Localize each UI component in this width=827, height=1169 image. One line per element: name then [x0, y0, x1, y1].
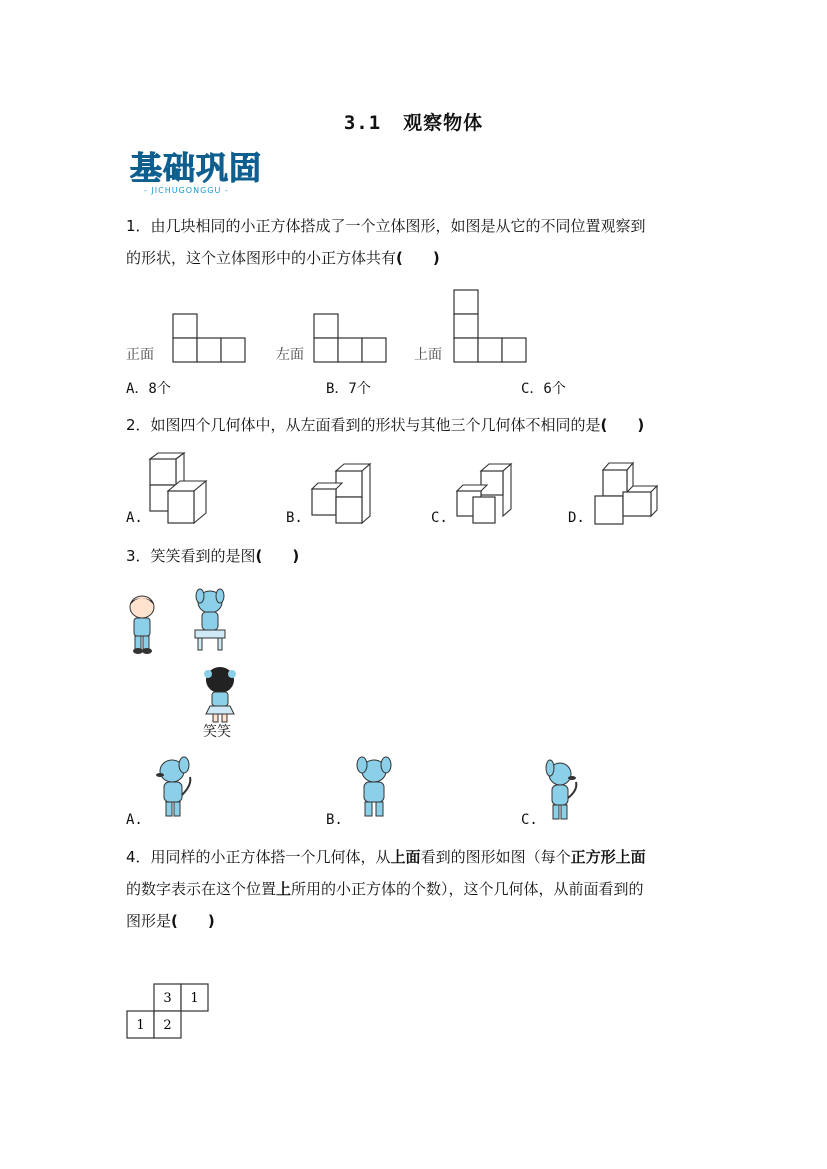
q2-solid-d — [593, 460, 661, 526]
q2-option-b: B. — [286, 510, 303, 526]
q1-line1: 1．由几块相同的小正方体搭成了一个立体图形，如图是从它的不同位置观察到 — [126, 217, 646, 235]
q1-option-a: A．8个 — [126, 381, 171, 397]
q2-option-d: D. — [568, 510, 585, 526]
q2-solid-b — [310, 461, 380, 526]
q3-line: 3．笑笑看到的是图 — [126, 547, 256, 565]
q3-text — [126, 540, 706, 572]
q1-paren: ( ) — [396, 249, 440, 267]
section-badge — [130, 150, 275, 196]
girl-label: 笑笑 — [203, 724, 231, 740]
girl-figure — [200, 664, 240, 724]
grid-cell-value: 2 — [163, 1018, 172, 1033]
q2-line: 2．如图四个几何体中，从左面看到的形状与其他三个几何体不相同的是 — [126, 416, 601, 434]
dog-on-stand-figure — [192, 588, 232, 658]
q1-label-left: 左面 — [276, 347, 304, 363]
q1-label-top: 上面 — [414, 347, 442, 363]
grid-cell-value: 1 — [190, 991, 199, 1006]
grid-cell-value: 1 — [136, 1018, 145, 1033]
q3-option-c: C. — [521, 812, 538, 828]
title-text: 观察物体 — [403, 112, 484, 134]
q2-option-a: A. — [126, 510, 143, 526]
grid-cell-value: 3 — [163, 991, 172, 1006]
q1-option-b: B．7个 — [326, 381, 371, 397]
q3-dog-option-c — [542, 758, 584, 824]
title-number: 3.1 — [343, 112, 382, 134]
q1-top-view — [453, 289, 527, 363]
q4-text — [126, 841, 706, 937]
boy-figure — [126, 593, 160, 655]
q3-dog-option-a — [150, 755, 198, 823]
q3-option-b: B. — [326, 812, 343, 828]
q2-solid-a — [148, 451, 218, 526]
section-badge-sub: - JICHUGONGGU - — [144, 186, 229, 195]
q2-option-c: C. — [431, 510, 448, 526]
section-badge-main: 基础巩固 — [130, 149, 263, 187]
q4-top-view-grid — [126, 983, 210, 1039]
q4-line2: 的数字表示在这个位置上所用的小正方体的个数），这个几何体，从前面看到的 — [126, 880, 644, 898]
q1-text — [126, 210, 706, 274]
q2-paren: ( ) — [600, 416, 645, 434]
q1-option-c: C．6个 — [521, 381, 566, 397]
q2-text — [126, 409, 706, 441]
q4-line1: 4．用同样的小正方体搭一个几何体，从上面看到的图形如图（每个正方形上面 — [126, 848, 646, 866]
q2-solid-c — [455, 461, 517, 526]
q1-front-view — [172, 313, 246, 363]
page-title — [0, 108, 827, 135]
q1-label-front: 正面 — [126, 347, 154, 363]
q3-option-a: A. — [126, 812, 143, 828]
q1-line2: 的形状，这个立体图形中的小正方体共有 — [126, 249, 397, 267]
q1-left-view — [313, 313, 387, 363]
q3-paren: ( ) — [255, 547, 300, 565]
q4-line3: 图形是( ) — [126, 912, 215, 930]
q3-dog-option-b — [350, 755, 398, 823]
